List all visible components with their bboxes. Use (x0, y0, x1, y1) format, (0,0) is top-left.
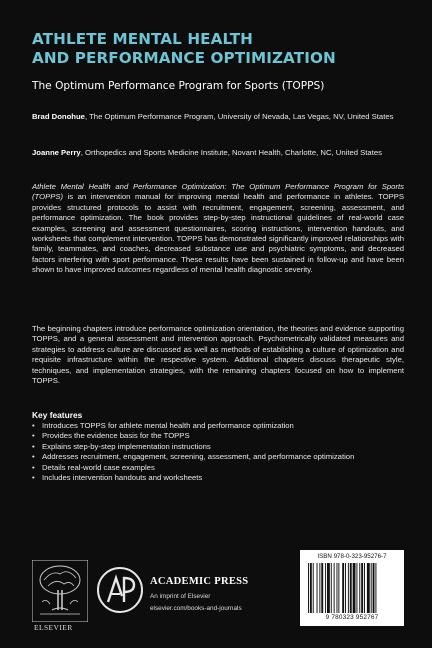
barcode-bar (321, 563, 323, 613)
author-2-name: Joanne Perry (32, 148, 81, 157)
elsevier-label: ELSEVIER (34, 623, 73, 632)
book-description (32, 182, 404, 276)
barcode-bars (306, 563, 398, 613)
barcode-bar (356, 563, 357, 613)
author-1 (32, 112, 404, 122)
book-subtitle: The Optimum Performance Program for Sports (TOPPS) (32, 80, 325, 92)
key-feature-item: • Explains step-by-step implementation instructions (32, 442, 404, 452)
academic-press-logo (96, 566, 144, 614)
description-text: is an intervention manual for improving mental health and performance in athletes. TOPPS provides structured protocols to assist with recruitment, engagement, screening, assessment, and performance optimization. The book provides step-by-step instructional guidelines of real-world case examples, screening and assessment questionnaires, scoring instructions, intervention handouts, and worksheets that complement intervention. TOPPS has demonstrated significantly improved relationships with family, teammates, and coaches, decreased substance use and psychiatric symptoms, and decreased factors interfering with sport performance. These results have been sustained in follow-up and have been shown to have improved outcomes regardless of mental health diagnostic severity. (32, 192, 404, 275)
book-title-line2: AND PERFORMANCE OPTIMIZATION (32, 49, 336, 67)
barcode-bar (337, 563, 338, 613)
chapters-paragraph: The beginning chapters introduce performance optimization orientation, the theories and evidence supporting TOPPS, and a general assessment and intervention approach. Psychometrically validated measures and strategies to address culture are discussed as well as methods of establishing a culture of optimization and requisite infrastructure within the respective system. Additional chapters discuss therapeutic style, techniques, and implementation strategies, with the remaining chapters focused on how to implement TOPPS. (32, 324, 404, 386)
barcode-bar (331, 563, 332, 613)
barcode-bar (327, 563, 330, 613)
barcode-bar (345, 563, 346, 613)
key-feature-item: • Provides the evidence basis for the TOPPS (32, 431, 404, 441)
barcode-bar (373, 563, 375, 613)
key-feature-item: • Addresses recruitment, engagement, screening, assessment, and performance optimization (32, 452, 404, 462)
elsevier-tree-logo (32, 560, 88, 622)
imprint-line: An imprint of Elsevier (150, 593, 211, 600)
key-feature-item: • Includes intervention handouts and worksheets (32, 473, 404, 483)
barcode-digits: 9 780323 952767 (325, 614, 379, 621)
barcode-bar (338, 563, 339, 613)
barcode-bar (350, 563, 352, 613)
description-italic-title: Athlete Mental Health and Performance Optimization: The Optimum Performance Program for Sports (TOPPS) (32, 182, 404, 202)
barcode-bar (308, 563, 309, 613)
key-feature-item: • Introduces TOPPS for athlete mental health and performance optimization (32, 421, 404, 431)
barcode-bar (313, 563, 314, 613)
publisher-url: elsevier.com/books-and-journals (150, 605, 242, 612)
barcode-bar (375, 563, 376, 613)
book-title (32, 30, 412, 68)
barcode-bar (353, 563, 356, 613)
author-2-affiliation: , Orthopedics and Sports Medicine Institute, Novant Health, Charlotte, NC, United States (80, 148, 382, 157)
isbn-label: ISBN 978-0-323-95276-7 (317, 553, 387, 560)
barcode-bar (310, 563, 312, 613)
barcode-bar (371, 563, 372, 613)
key-feature-item: • Details real-world case examples (32, 463, 404, 473)
author-1-name: Brad Donohue (32, 112, 85, 121)
academic-press-name: ACADEMIC PRESS (150, 576, 249, 587)
author-2 (32, 148, 404, 158)
author-1-affiliation: , The Optimum Performance Program, University of Nevada, Las Vegas, NV, United States (84, 112, 394, 121)
isbn-barcode (300, 550, 404, 626)
barcode-bar (325, 563, 326, 613)
barcode-bar (317, 563, 318, 613)
barcode-bar (334, 563, 335, 613)
key-features-heading: Key features (32, 410, 83, 420)
barcode-bar (348, 563, 349, 613)
barcode-bar (364, 563, 365, 613)
barcode-bar (319, 563, 320, 613)
book-title-line1: ATHLETE MENTAL HEALTH (32, 30, 253, 48)
barcode-bar (367, 563, 370, 613)
barcode-bar (359, 563, 360, 613)
barcode-bar (361, 563, 363, 613)
barcode-bar (342, 563, 344, 613)
key-features-list (32, 421, 404, 483)
